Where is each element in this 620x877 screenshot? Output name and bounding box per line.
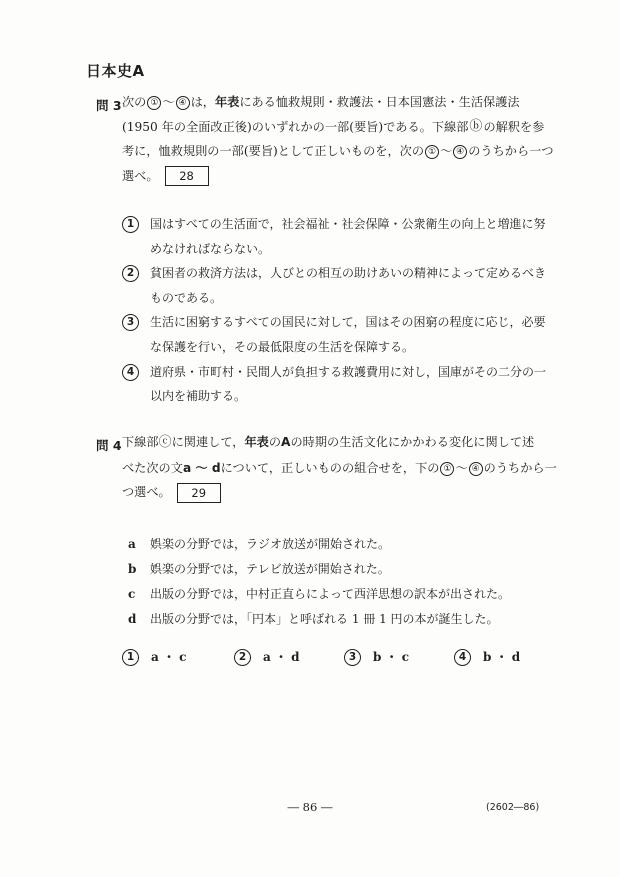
q4-answer-choices (122, 648, 562, 672)
q4-text-seg: の (268, 435, 282, 449)
q3-options (122, 212, 560, 409)
statement-letter: c (128, 587, 136, 601)
statement-letter: b (128, 562, 137, 576)
answer-text: a ・ d (263, 650, 300, 664)
circled-number: ④ (453, 145, 467, 159)
q3-text-seg: ～ (162, 95, 175, 109)
statement-letter: d (128, 612, 137, 626)
option-text: 道府県・市町村・民間人が負担する救護費用に対し，国庫がその二分の一 (150, 364, 547, 379)
answer-choice-1 (122, 648, 186, 666)
statement-c (128, 582, 510, 607)
statement-b (128, 557, 510, 582)
q3-option-3 (122, 310, 560, 359)
q3-option-4 (122, 360, 560, 409)
q4-text-seg: に関連して， (171, 435, 245, 449)
q4-text (122, 430, 557, 505)
circled-letter: ⓒ (158, 435, 172, 450)
q3-line-2 (122, 115, 554, 140)
option-mark: 4 (122, 364, 139, 381)
answer-text: a ・ c (151, 650, 187, 664)
q3-label: 問 3 (96, 98, 122, 113)
q3-text-seg: は， (190, 95, 215, 109)
answer-choice-4 (454, 648, 520, 666)
option-text: めなければならない。 (150, 241, 271, 256)
statement-a (128, 532, 510, 557)
q4-text-seg: 下線部 (122, 435, 159, 449)
q3-text-seg: ～ (440, 144, 453, 159)
page-number: ― 86 ― (287, 800, 333, 814)
option-mark: 1 (122, 649, 139, 666)
q3-text-seg: 選べ。 (122, 168, 159, 183)
q3-option-1 (122, 212, 560, 261)
circled-number: ① (147, 96, 161, 110)
q3-line-3 (122, 139, 554, 164)
option-text: 貧困者の救済方法は，人びとの相互の助けあいの精神によって定めるべき (150, 266, 547, 281)
answer-box-29: 29 (177, 483, 221, 503)
q4-text-seg: つ選べ。 (122, 485, 171, 500)
option-text: 以内を補助する。 (150, 389, 247, 404)
q3-text-seg: 考に，恤救規則の一部(要旨)として正しいものを，次の (122, 144, 425, 159)
circled-number: ① (440, 462, 454, 476)
option-mark: 1 (122, 216, 139, 233)
q4-text-seg: について，正しいものの組合せを，下の (220, 460, 440, 475)
statement-text: 出版の分野では，中村正直らによって西洋思想の訳本が出された。 (150, 587, 511, 601)
q3-text (122, 90, 554, 188)
q4-text-seg: の時期の生活文化にかかわる変化に関して述 (290, 435, 535, 449)
circled-number: ④ (176, 96, 190, 110)
page-code: (2602―86) (486, 802, 540, 813)
statement-letter: a (128, 537, 136, 551)
q3-text-seg: のうちから一つ (468, 144, 554, 159)
answer-choice-3 (344, 648, 409, 666)
q4-text-seg: のうちから一 (483, 460, 557, 475)
q4-line-3 (122, 480, 554, 505)
answer-box-28: 28 (165, 166, 209, 186)
q4-emphasis: 年表 (244, 435, 269, 449)
option-mark: 3 (122, 314, 139, 331)
option-text: 国はすべての生活面で，社会福祉・社会保障・公衆衛生の向上と増進に努 (150, 217, 546, 231)
option-mark: 2 (234, 649, 251, 666)
q3-text-seg: にある恤救規則・救護法・日本国憲法・生活保護法 (239, 95, 520, 109)
q4-line-1 (122, 430, 554, 456)
circled-number: ① (425, 145, 439, 159)
q3-text-seg: 次の (122, 95, 147, 109)
statement-text: 出版の分野では，「円本」と呼ばれる 1 冊 1 円の本が誕生した。 (150, 612, 499, 626)
q3-emphasis: 年表 (214, 95, 240, 109)
circled-letter: ⓑ (469, 118, 483, 134)
q4-emphasis: a ～ d (182, 460, 221, 475)
q4-text-seg: ～ (455, 460, 468, 475)
answer-choice-2 (234, 648, 300, 666)
option-text: ものである。 (150, 290, 223, 305)
answer-text: b ・ c (373, 650, 410, 664)
q4-text-seg: べた次の文 (122, 460, 183, 475)
q3-option-2 (122, 261, 560, 310)
subject-title: 日本史A (86, 62, 145, 80)
q3-text-seg: の解釈を参 (483, 119, 545, 134)
statement-text: 娯楽の分野では，テレビ放送が開始された。 (150, 562, 390, 576)
option-text: な保護を行い，その最低限度の生活を保障する。 (150, 339, 415, 354)
option-mark: 4 (454, 649, 471, 666)
statement-text: 娯楽の分野では，ラジオ放送が開始された。 (150, 537, 391, 551)
circled-number: ④ (469, 462, 483, 476)
q3-line-4 (122, 164, 554, 189)
statement-d (128, 607, 510, 632)
option-mark: 3 (344, 649, 361, 666)
option-mark: 2 (122, 265, 139, 282)
q4-statements (128, 532, 510, 632)
option-text: 生活に困窮するすべての国民に対して，国はその困窮の程度に応じ，必要 (150, 315, 546, 330)
q3-line-1 (122, 90, 554, 115)
q4-emphasis: A (281, 435, 291, 449)
q4-label: 問 4 (96, 438, 122, 453)
answer-text: b ・ d (483, 650, 521, 664)
q3-text-seg: (1950 年の全面改正後)のいずれかの一部(要旨)である。下線部 (122, 119, 469, 134)
q4-line-2 (122, 456, 557, 481)
